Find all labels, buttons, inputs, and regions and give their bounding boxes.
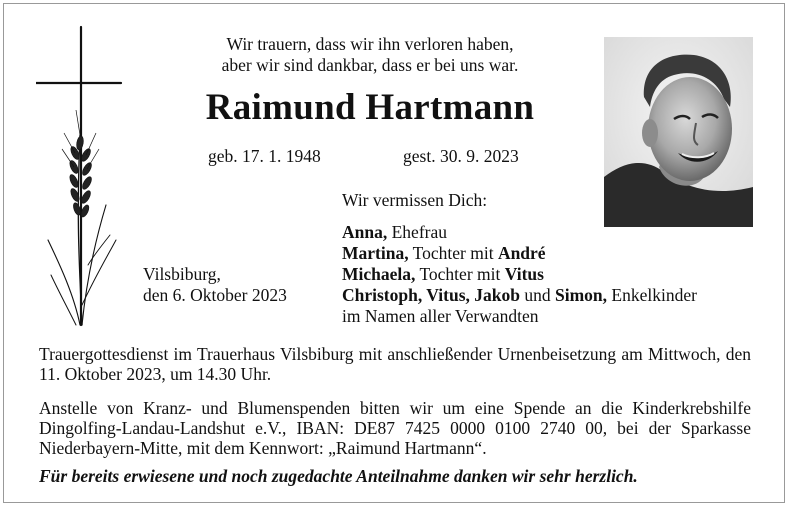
mourners-list bbox=[342, 222, 697, 327]
place-city: Vilsbiburg, bbox=[143, 264, 221, 284]
cross-with-wheat-icon bbox=[36, 25, 126, 330]
birth-date: geb. 17. 1. 1948 bbox=[208, 146, 321, 166]
place-date bbox=[143, 264, 287, 306]
place-date-text: den 6. Oktober 2023 bbox=[143, 285, 287, 305]
mourner-line: im Namen aller Verwandten bbox=[342, 306, 539, 326]
mourner-line: Michaela, Tochter mit Vitus bbox=[342, 264, 544, 284]
intro-line-2: aber wir sind dankbar, dass er bei uns war. bbox=[221, 55, 519, 75]
deceased-name: Raimund Hartmann bbox=[205, 87, 535, 128]
intro-line-1: Wir trauern, dass wir ihn verloren haben, bbox=[226, 34, 514, 54]
portrait-photo bbox=[604, 37, 753, 227]
mourner-line: Martina, Tochter mit André bbox=[342, 243, 546, 263]
miss-heading: Wir vermissen Dich: bbox=[342, 190, 488, 210]
donation-info: Anstelle von Kranz- und Blumenspenden bitten wir um eine Spende an die Kinderkrebshilfe Dingolfing-Landau-Landshut e.V., IBAN: DE87 7425 0000 0100 2740 00, bei der Sparkasse Niederbayern-Mitte, mit dem Kennwort: „Raimund Hartmann“. bbox=[39, 398, 751, 458]
mourner-line: Anna, Ehefrau bbox=[342, 222, 447, 242]
mourner-line: Christoph, Vitus, Jakob und Simon, Enkelkinder bbox=[342, 285, 697, 305]
thanks-line: Für bereits erwiesene und noch zugedachte Anteilnahme danken wir sehr herzlich. bbox=[39, 466, 638, 486]
death-date: gest. 30. 9. 2023 bbox=[403, 146, 519, 166]
service-info: Trauergottesdienst im Trauerhaus Vilsbiburg mit anschließender Urnenbeisetzung am Mittwoch, den 11. Oktober 2023, um 14.30 Uhr. bbox=[39, 344, 751, 384]
